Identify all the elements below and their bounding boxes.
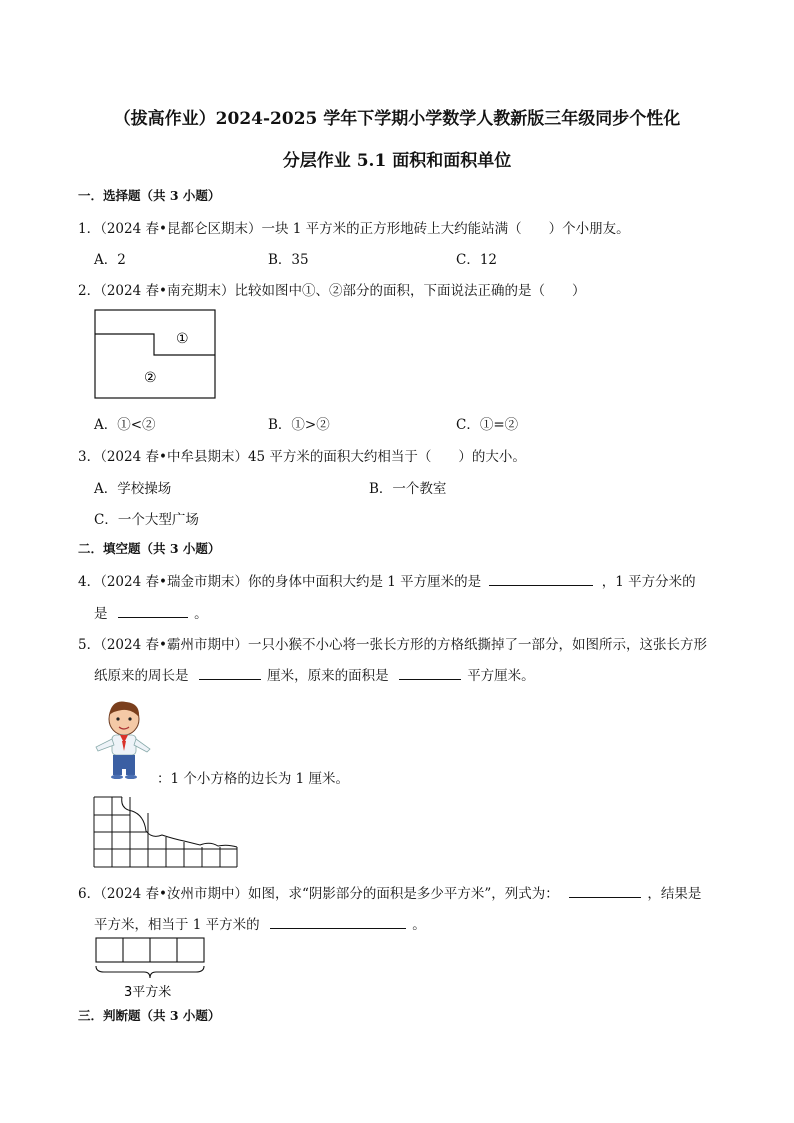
question-5-line1: 5．（2024 春•霸州市期中）一只小猴不小心将一张长方形的方格纸撕掉了一部分，如图所示，这张长方形 — [78, 637, 707, 653]
question-3-text: 3．（2024 春•中牟县期末）45 平方米的面积大约相当于（ ）的大小。 — [78, 449, 526, 465]
q3-option-c: C．一个大型广场 — [94, 512, 199, 528]
q5-blank-perimeter[interactable] — [199, 665, 261, 680]
question-4-line2 — [94, 602, 208, 622]
q4-blank-2[interactable] — [118, 603, 188, 618]
q6-figure-label: 3平方米 — [124, 985, 172, 1000]
section-heading-fill: 二．填空题（共 3 小题） — [78, 541, 221, 556]
q2-region-2-label: ② — [144, 370, 157, 386]
page-title-line1: （拔高作业）2024-2025 学年下学期小学数学人教新版三年级同步个性化 — [113, 109, 681, 129]
q6-text-d: 。 — [412, 917, 426, 933]
q2-option-a: A．①<② — [94, 417, 156, 433]
question-1-text: 1．（2024 春•昆都仑区期末）一块 1 平方米的正方形地砖上大约能站满（ ）个小朋友。 — [78, 221, 630, 237]
section-heading-judge: 三．判断题（共 3 小题） — [78, 1008, 221, 1023]
q5-note: ：1 个小方格的边长为 1 厘米。 — [157, 771, 350, 787]
q6-text-a: 6．（2024 春•汝州市期中）如图，求“阴影部分的面积是多少平方米”，列式为： — [78, 886, 559, 902]
q6-text-b: ，结果是 — [647, 886, 702, 902]
q3-option-b: B．一个教室 — [369, 481, 447, 497]
section-heading-choice: 一．选择题（共 3 小题） — [78, 188, 221, 203]
q2-area-figure — [94, 309, 218, 401]
question-4-line1 — [78, 570, 696, 590]
q6-blank-expression[interactable] — [569, 883, 641, 898]
q4-text-d: 。 — [194, 606, 208, 622]
q6-blank-equivalent[interactable] — [270, 914, 406, 929]
q2-option-b: B．①>② — [268, 417, 330, 433]
page-title-line2: 分层作业 5.1 面积和面积单位 — [282, 151, 512, 171]
q1-option-b: B．35 — [268, 252, 309, 268]
q4-blank-1[interactable] — [489, 571, 593, 586]
q2-option-c: C．①=② — [456, 417, 519, 433]
torn-grid-figure — [92, 795, 240, 869]
q3-option-a: A．学校操场 — [94, 481, 172, 497]
q5-text-c: 厘米，原来的面积是 — [267, 668, 389, 684]
q5-text-d: 平方厘米。 — [467, 668, 535, 684]
q4-text-a: 4．（2024 春•瑞金市期末）你的身体中面积大约是 1 平方厘米的是 — [78, 574, 482, 590]
q6-strip-figure — [92, 936, 208, 1002]
boy-illustration — [92, 697, 156, 779]
question-6-line1 — [78, 882, 701, 902]
question-5-line2 — [94, 664, 535, 684]
q2-region-1-label: ① — [176, 331, 189, 347]
q1-option-c: C．12 — [456, 252, 498, 268]
q1-option-a: A．2 — [94, 252, 126, 268]
question-2-text: 2．（2024 春•南充期末）比较如图中①、②部分的面积，下面说法正确的是（ ） — [78, 283, 586, 299]
q4-text-c: 是 — [94, 606, 108, 622]
q6-text-c: 平方米，相当于 1 平方米的 — [94, 917, 260, 933]
q5-blank-area[interactable] — [399, 665, 461, 680]
q4-text-b: ，1 平方分米的 — [601, 574, 696, 590]
question-6-line2 — [94, 913, 426, 933]
q5-text-b: 纸原来的周长是 — [94, 668, 189, 684]
